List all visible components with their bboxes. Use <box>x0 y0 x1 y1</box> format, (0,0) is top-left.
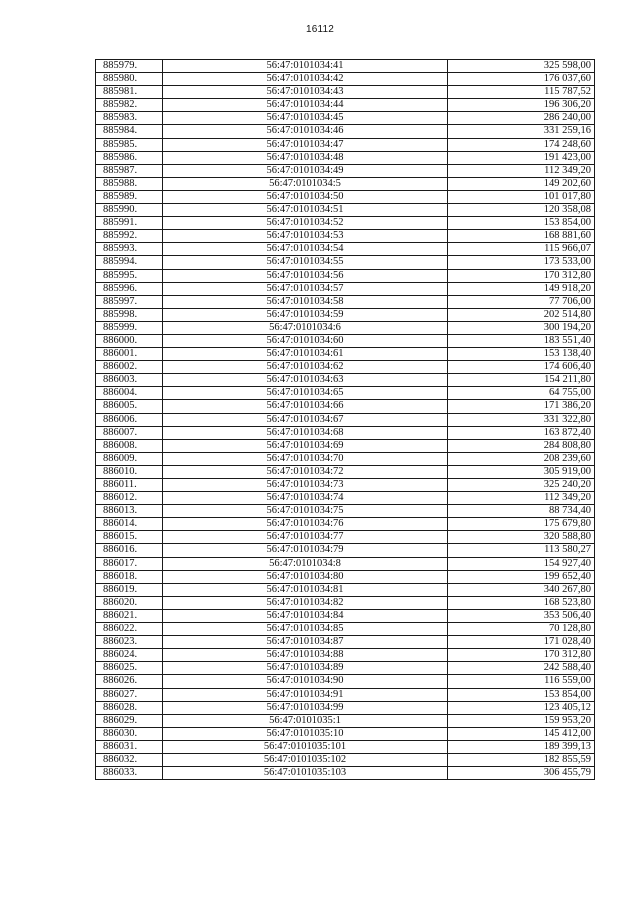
table-row <box>96 269 595 282</box>
value-cell: 174 606,40 <box>448 361 595 374</box>
table-row <box>96 282 595 295</box>
row-number-cell: 885981. <box>96 86 163 99</box>
cadastral-number-cell: 56:47:0101035:102 <box>163 753 448 766</box>
cadastral-number-cell: 56:47:0101034:72 <box>163 465 448 478</box>
row-number-cell: 885979. <box>96 60 163 73</box>
table-row <box>96 125 595 138</box>
row-number-cell: 886014. <box>96 518 163 531</box>
table-row <box>96 636 595 649</box>
row-number-cell: 886019. <box>96 583 163 596</box>
value-cell: 284 808,80 <box>448 439 595 452</box>
value-cell: 154 211,80 <box>448 374 595 387</box>
cadastral-number-cell: 56:47:0101034:42 <box>163 73 448 86</box>
cadastral-number-cell: 56:47:0101034:45 <box>163 112 448 125</box>
cadastral-number-cell: 56:47:0101034:50 <box>163 190 448 203</box>
row-number-cell: 886022. <box>96 623 163 636</box>
row-number-cell: 885999. <box>96 321 163 334</box>
table-row <box>96 688 595 701</box>
registry-table-body <box>96 60 595 780</box>
cadastral-number-cell: 56:47:0101034:76 <box>163 518 448 531</box>
cadastral-number-cell: 56:47:0101034:8 <box>163 557 448 570</box>
cadastral-number-cell: 56:47:0101034:60 <box>163 334 448 347</box>
row-number-cell: 885996. <box>96 282 163 295</box>
cadastral-number-cell: 56:47:0101034:85 <box>163 623 448 636</box>
value-cell: 145 412,00 <box>448 727 595 740</box>
table-row <box>96 73 595 86</box>
row-number-cell: 886004. <box>96 387 163 400</box>
table-row <box>96 544 595 557</box>
value-cell: 153 854,00 <box>448 217 595 230</box>
cadastral-number-cell: 56:47:0101034:62 <box>163 361 448 374</box>
row-number-cell: 885995. <box>96 269 163 282</box>
cadastral-number-cell: 56:47:0101034:48 <box>163 151 448 164</box>
table-row <box>96 217 595 230</box>
cadastral-number-cell: 56:47:0101034:79 <box>163 544 448 557</box>
table-row <box>96 426 595 439</box>
value-cell: 202 514,80 <box>448 308 595 321</box>
cadastral-number-cell: 56:47:0101035:1 <box>163 714 448 727</box>
table-row <box>96 308 595 321</box>
table-row <box>96 361 595 374</box>
row-number-cell: 886001. <box>96 348 163 361</box>
cadastral-number-cell: 56:47:0101034:65 <box>163 387 448 400</box>
table-row <box>96 623 595 636</box>
row-number-cell: 885990. <box>96 204 163 217</box>
table-row <box>96 138 595 151</box>
cadastral-number-cell: 56:47:0101034:63 <box>163 374 448 387</box>
value-cell: 286 240,00 <box>448 112 595 125</box>
table-row <box>96 151 595 164</box>
row-number-cell: 885982. <box>96 99 163 112</box>
row-number-cell: 885992. <box>96 230 163 243</box>
row-number-cell: 886006. <box>96 413 163 426</box>
value-cell: 305 919,00 <box>448 465 595 478</box>
value-cell: 325 240,20 <box>448 479 595 492</box>
row-number-cell: 885987. <box>96 164 163 177</box>
value-cell: 170 312,80 <box>448 649 595 662</box>
table-row <box>96 505 595 518</box>
value-cell: 171 386,20 <box>448 400 595 413</box>
row-number-cell: 885985. <box>96 138 163 151</box>
table-row <box>96 740 595 753</box>
value-cell: 153 138,40 <box>448 348 595 361</box>
table-row <box>96 701 595 714</box>
value-cell: 77 706,00 <box>448 295 595 308</box>
cadastral-number-cell: 56:47:0101034:44 <box>163 99 448 112</box>
value-cell: 173 533,00 <box>448 256 595 269</box>
value-cell: 306 455,79 <box>448 767 595 780</box>
table-row <box>96 609 595 622</box>
table-row <box>96 177 595 190</box>
table-row <box>96 596 595 609</box>
value-cell: 159 953,20 <box>448 714 595 727</box>
row-number-cell: 886008. <box>96 439 163 452</box>
table-row <box>96 492 595 505</box>
row-number-cell: 886009. <box>96 452 163 465</box>
table-row <box>96 99 595 112</box>
row-number-cell: 886012. <box>96 492 163 505</box>
table-row <box>96 295 595 308</box>
value-cell: 112 349,20 <box>448 164 595 177</box>
cadastral-number-cell: 56:47:0101034:82 <box>163 596 448 609</box>
cadastral-number-cell: 56:47:0101034:90 <box>163 675 448 688</box>
row-number-cell: 886003. <box>96 374 163 387</box>
value-cell: 320 588,80 <box>448 531 595 544</box>
row-number-cell: 885997. <box>96 295 163 308</box>
value-cell: 88 734,40 <box>448 505 595 518</box>
table-row <box>96 452 595 465</box>
value-cell: 175 679,80 <box>448 518 595 531</box>
value-cell: 163 872,40 <box>448 426 595 439</box>
row-number-cell: 886010. <box>96 465 163 478</box>
row-number-cell: 885994. <box>96 256 163 269</box>
value-cell: 331 259,16 <box>448 125 595 138</box>
cadastral-number-cell: 56:47:0101034:41 <box>163 60 448 73</box>
table-row <box>96 714 595 727</box>
value-cell: 115 787,52 <box>448 86 595 99</box>
row-number-cell: 886016. <box>96 544 163 557</box>
row-number-cell: 885991. <box>96 217 163 230</box>
table-row <box>96 413 595 426</box>
cadastral-number-cell: 56:47:0101034:54 <box>163 243 448 256</box>
value-cell: 208 239,60 <box>448 452 595 465</box>
cadastral-number-cell: 56:47:0101034:57 <box>163 282 448 295</box>
table-row <box>96 583 595 596</box>
value-cell: 154 927,40 <box>448 557 595 570</box>
cadastral-number-cell: 56:47:0101034:43 <box>163 86 448 99</box>
cadastral-number-cell: 56:47:0101035:101 <box>163 740 448 753</box>
value-cell: 176 037,60 <box>448 73 595 86</box>
value-cell: 196 306,20 <box>448 99 595 112</box>
row-number-cell: 886026. <box>96 675 163 688</box>
cadastral-number-cell: 56:47:0101034:46 <box>163 125 448 138</box>
value-cell: 189 399,13 <box>448 740 595 753</box>
row-number-cell: 886023. <box>96 636 163 649</box>
value-cell: 183 551,40 <box>448 334 595 347</box>
cadastral-number-cell: 56:47:0101034:80 <box>163 570 448 583</box>
value-cell: 353 506,40 <box>448 609 595 622</box>
table-row <box>96 479 595 492</box>
page-number: 16112 <box>305 24 335 35</box>
row-number-cell: 886024. <box>96 649 163 662</box>
row-number-cell: 886000. <box>96 334 163 347</box>
row-number-cell: 886029. <box>96 714 163 727</box>
value-cell: 242 588,40 <box>448 662 595 675</box>
table-row <box>96 60 595 73</box>
cadastral-number-cell: 56:47:0101034:88 <box>163 649 448 662</box>
value-cell: 171 028,40 <box>448 636 595 649</box>
row-number-cell: 886032. <box>96 753 163 766</box>
cadastral-number-cell: 56:47:0101034:55 <box>163 256 448 269</box>
cadastral-number-cell: 56:47:0101034:61 <box>163 348 448 361</box>
row-number-cell: 885986. <box>96 151 163 164</box>
table-row <box>96 243 595 256</box>
cadastral-number-cell: 56:47:0101034:77 <box>163 531 448 544</box>
row-number-cell: 886015. <box>96 531 163 544</box>
row-number-cell: 886007. <box>96 426 163 439</box>
row-number-cell: 886020. <box>96 596 163 609</box>
cadastral-number-cell: 56:47:0101034:70 <box>163 452 448 465</box>
value-cell: 325 598,00 <box>448 60 595 73</box>
value-cell: 113 580,27 <box>448 544 595 557</box>
cadastral-number-cell: 56:47:0101034:47 <box>163 138 448 151</box>
cadastral-number-cell: 56:47:0101034:66 <box>163 400 448 413</box>
table-row <box>96 256 595 269</box>
cadastral-number-cell: 56:47:0101034:67 <box>163 413 448 426</box>
cadastral-number-cell: 56:47:0101034:87 <box>163 636 448 649</box>
value-cell: 170 312,80 <box>448 269 595 282</box>
value-cell: 64 755,00 <box>448 387 595 400</box>
table-row <box>96 204 595 217</box>
value-cell: 116 559,00 <box>448 675 595 688</box>
cadastral-number-cell: 56:47:0101034:75 <box>163 505 448 518</box>
value-cell: 153 854,00 <box>448 688 595 701</box>
value-cell: 115 966,07 <box>448 243 595 256</box>
value-cell: 331 322,80 <box>448 413 595 426</box>
cadastral-number-cell: 56:47:0101034:56 <box>163 269 448 282</box>
table-row <box>96 518 595 531</box>
cadastral-number-cell: 56:47:0101034:81 <box>163 583 448 596</box>
cadastral-number-cell: 56:47:0101035:103 <box>163 767 448 780</box>
cadastral-number-cell: 56:47:0101034:52 <box>163 217 448 230</box>
table-row <box>96 675 595 688</box>
cadastral-number-cell: 56:47:0101034:59 <box>163 308 448 321</box>
cadastral-number-cell: 56:47:0101034:89 <box>163 662 448 675</box>
table-row <box>96 190 595 203</box>
row-number-cell: 885998. <box>96 308 163 321</box>
cadastral-number-cell: 56:47:0101034:84 <box>163 609 448 622</box>
row-number-cell: 886011. <box>96 479 163 492</box>
value-cell: 168 881,60 <box>448 230 595 243</box>
cadastral-number-cell: 56:47:0101034:51 <box>163 204 448 217</box>
value-cell: 300 194,20 <box>448 321 595 334</box>
table-row <box>96 164 595 177</box>
cadastral-number-cell: 56:47:0101034:5 <box>163 177 448 190</box>
row-number-cell: 886031. <box>96 740 163 753</box>
value-cell: 120 358,08 <box>448 204 595 217</box>
value-cell: 199 652,40 <box>448 570 595 583</box>
cadastral-number-cell: 56:47:0101034:68 <box>163 426 448 439</box>
table-row <box>96 727 595 740</box>
value-cell: 149 202,60 <box>448 177 595 190</box>
value-cell: 340 267,80 <box>448 583 595 596</box>
cadastral-number-cell: 56:47:0101034:6 <box>163 321 448 334</box>
table-row <box>96 86 595 99</box>
row-number-cell: 886033. <box>96 767 163 780</box>
cadastral-number-cell: 56:47:0101034:58 <box>163 295 448 308</box>
row-number-cell: 886030. <box>96 727 163 740</box>
table-row <box>96 334 595 347</box>
cadastral-number-cell: 56:47:0101034:49 <box>163 164 448 177</box>
table-row <box>96 112 595 125</box>
table-row <box>96 387 595 400</box>
table-row <box>96 400 595 413</box>
table-row <box>96 439 595 452</box>
row-number-cell: 886025. <box>96 662 163 675</box>
row-number-cell: 886017. <box>96 557 163 570</box>
row-number-cell: 885988. <box>96 177 163 190</box>
cadastral-number-cell: 56:47:0101035:10 <box>163 727 448 740</box>
value-cell: 112 349,20 <box>448 492 595 505</box>
cadastral-number-cell: 56:47:0101034:73 <box>163 479 448 492</box>
row-number-cell: 886028. <box>96 701 163 714</box>
table-row <box>96 557 595 570</box>
value-cell: 70 128,80 <box>448 623 595 636</box>
value-cell: 149 918,20 <box>448 282 595 295</box>
value-cell: 182 855,59 <box>448 753 595 766</box>
row-number-cell: 885993. <box>96 243 163 256</box>
row-number-cell: 885989. <box>96 190 163 203</box>
table-row <box>96 531 595 544</box>
row-number-cell: 886021. <box>96 609 163 622</box>
row-number-cell: 885980. <box>96 73 163 86</box>
row-number-cell: 886002. <box>96 361 163 374</box>
value-cell: 174 248,60 <box>448 138 595 151</box>
table-row <box>96 321 595 334</box>
cadastral-number-cell: 56:47:0101034:91 <box>163 688 448 701</box>
table-row <box>96 230 595 243</box>
value-cell: 101 017,80 <box>448 190 595 203</box>
row-number-cell: 885984. <box>96 125 163 138</box>
row-number-cell: 886013. <box>96 505 163 518</box>
row-number-cell: 885983. <box>96 112 163 125</box>
table-row <box>96 662 595 675</box>
table-row <box>96 465 595 478</box>
registry-table <box>95 59 595 780</box>
cadastral-number-cell: 56:47:0101034:99 <box>163 701 448 714</box>
table-row <box>96 348 595 361</box>
table-row <box>96 649 595 662</box>
row-number-cell: 886027. <box>96 688 163 701</box>
table-row <box>96 570 595 583</box>
cadastral-number-cell: 56:47:0101034:53 <box>163 230 448 243</box>
value-cell: 191 423,00 <box>448 151 595 164</box>
row-number-cell: 886005. <box>96 400 163 413</box>
cadastral-number-cell: 56:47:0101034:69 <box>163 439 448 452</box>
value-cell: 168 523,80 <box>448 596 595 609</box>
row-number-cell: 886018. <box>96 570 163 583</box>
table-row <box>96 753 595 766</box>
table-row <box>96 374 595 387</box>
cadastral-number-cell: 56:47:0101034:74 <box>163 492 448 505</box>
table-row <box>96 767 595 780</box>
value-cell: 123 405,12 <box>448 701 595 714</box>
